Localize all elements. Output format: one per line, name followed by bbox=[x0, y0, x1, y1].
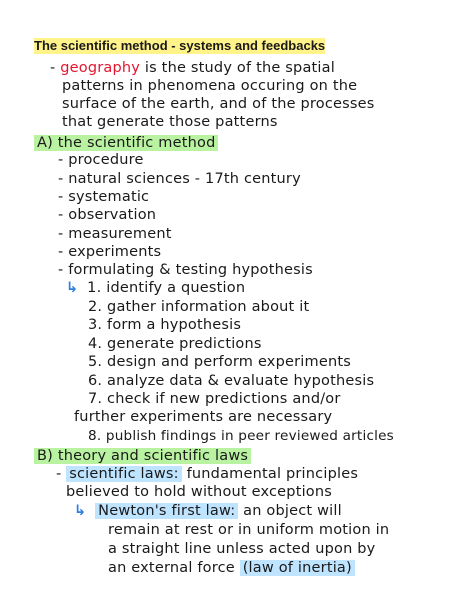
bullet-dash: - bbox=[56, 466, 62, 482]
step-line: 5. design and perform experiments bbox=[88, 354, 351, 370]
list-item: - observation bbox=[58, 207, 157, 223]
definition-line: believed to hold without exceptions bbox=[66, 484, 333, 500]
step-line: 4. generate predictions bbox=[88, 336, 262, 352]
definition-line: surface of the earth, and of the processes bbox=[62, 96, 375, 112]
arrow-icon: ↳ bbox=[74, 503, 87, 519]
step-line: 3. form a hypothesis bbox=[88, 317, 242, 333]
geography-definition-line bbox=[50, 60, 335, 76]
term-scientific-laws: scientific laws: bbox=[66, 466, 182, 482]
list-item: - natural sciences - 17th century bbox=[58, 171, 301, 187]
term-geography: geography bbox=[60, 60, 141, 76]
list-item: - measurement bbox=[58, 226, 172, 242]
step-line: 8. publish findings in peer reviewed articles bbox=[88, 428, 394, 444]
list-item: - experiments bbox=[58, 244, 162, 260]
bullet-dash: - bbox=[50, 60, 56, 76]
definition-text: an external force bbox=[108, 560, 235, 576]
definition-line bbox=[108, 560, 355, 576]
step-line: 2. gather information about it bbox=[88, 299, 310, 315]
list-item: - formulating & testing hypothesis bbox=[58, 262, 313, 278]
definition-line: remain at rest or in uniform motion in bbox=[108, 522, 390, 538]
definition-line: patterns in phenomena occuring on the bbox=[62, 78, 358, 94]
newton-law-line bbox=[74, 503, 342, 519]
step-text: 1. identify a question bbox=[87, 280, 246, 296]
page-title: The scientific method - systems and feedbacks bbox=[34, 38, 326, 53]
laws-definition-line bbox=[56, 466, 358, 482]
definition-text: is the study of the spatial bbox=[144, 60, 335, 76]
definition-text: fundamental principles bbox=[186, 466, 359, 482]
definition-line: a straight line unless acted upon by bbox=[108, 541, 376, 557]
list-item: - procedure bbox=[58, 152, 144, 168]
list-item: - systematic bbox=[58, 189, 150, 205]
section-a-heading: A) the scientific method bbox=[34, 135, 218, 151]
step-line: 6. analyze data & evaluate hypothesis bbox=[88, 373, 375, 389]
step-line: further experiments are necessary bbox=[74, 409, 333, 425]
definition-text: an object will bbox=[243, 503, 342, 519]
section-b-heading: B) theory and scientific laws bbox=[34, 448, 251, 464]
step-line bbox=[66, 280, 245, 296]
step-line: 7. check if new predictions and/or bbox=[88, 391, 341, 407]
term-newtons-first-law: Newton's first law: bbox=[95, 503, 238, 519]
law-of-inertia-note: (law of inertia) bbox=[240, 560, 355, 576]
definition-line: that generate those patterns bbox=[62, 114, 278, 130]
arrow-icon: ↳ bbox=[66, 280, 79, 296]
